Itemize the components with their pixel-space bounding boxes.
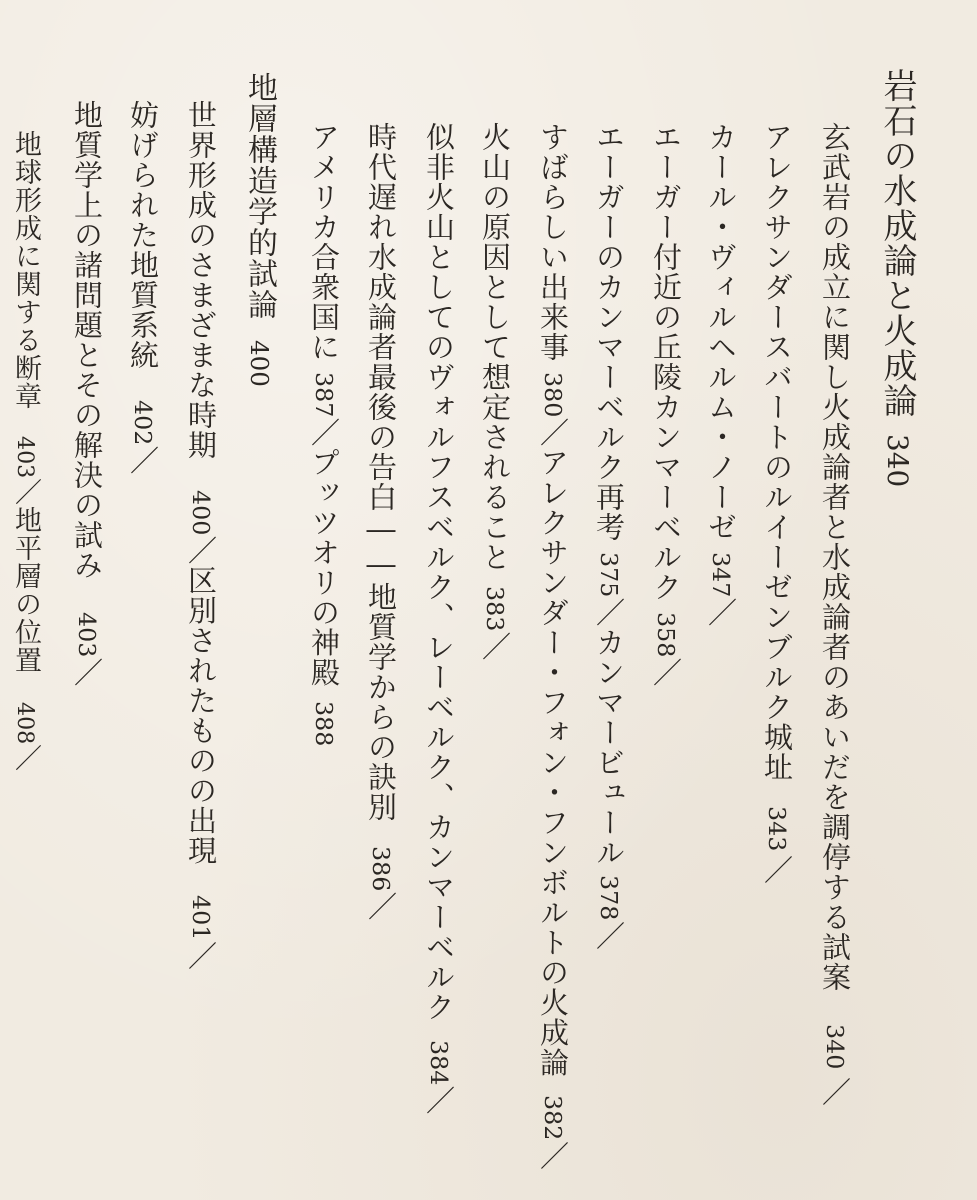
toc-separator: ／ bbox=[536, 1140, 570, 1171]
toc-item-text: 地質学上の諸問題とその解決の試み bbox=[70, 100, 104, 580]
toc-page-number: 378 bbox=[595, 875, 623, 921]
section-page-number: 340 bbox=[881, 434, 914, 488]
section-title-text: 地層構造学的試論 bbox=[242, 72, 277, 320]
toc-column-2 bbox=[760, 122, 794, 886]
section-page-number: 403 bbox=[12, 436, 38, 479]
toc-column-8 bbox=[422, 122, 456, 1116]
toc-column-13 bbox=[70, 100, 104, 688]
section-title-text: 地球形成に関する断章 bbox=[10, 130, 41, 410]
toc-item-text: アレクサンダースバートのルイーゼンブルク城址 bbox=[760, 122, 794, 782]
toc-separator: ／ bbox=[818, 1077, 852, 1108]
toc-item-text: 似非火山としてのヴォルフスベルク、レーベルク、カンマーベルク bbox=[422, 122, 456, 1022]
toc-separator: ／ bbox=[649, 657, 683, 688]
section-page-number: 400 bbox=[245, 340, 274, 387]
toc-page-number: 382 bbox=[539, 1095, 567, 1141]
toc-page-number: 403 bbox=[73, 612, 101, 658]
toc-column-6 bbox=[536, 122, 570, 1171]
toc-column-10 bbox=[307, 122, 341, 747]
toc-page-number: 383 bbox=[481, 586, 509, 632]
section-title-igneous bbox=[877, 68, 917, 488]
toc-page-number: 343 bbox=[763, 806, 791, 852]
toc-item-text: 時代遅れ水成論者最後の告白――地質学からの訣別 bbox=[364, 122, 398, 822]
toc-item-text: 区別されたものの出現 bbox=[184, 565, 218, 866]
toc-column-4 bbox=[649, 122, 683, 688]
toc-item-text: カンマービュール bbox=[592, 627, 626, 868]
toc-item-text: エーガーのカンマーベルク再考 bbox=[592, 122, 626, 542]
toc-item-text: 地平層の位置 bbox=[10, 506, 41, 675]
toc-page-number: 340 bbox=[821, 1024, 849, 1070]
toc-separator: ／ bbox=[126, 445, 160, 476]
toc-item-text: アメリカ合衆国に bbox=[307, 122, 341, 362]
toc-separator: ／ bbox=[704, 597, 738, 628]
toc-separator: ／ bbox=[184, 940, 218, 971]
toc-item-text: プッツオリの神殿 bbox=[307, 447, 341, 688]
toc-item-text: アレクサンダー・フォン・フンボルトの火成論 bbox=[536, 447, 570, 1078]
toc-page-number: 400 bbox=[187, 490, 215, 536]
section-title-stratigraphy bbox=[242, 72, 277, 387]
toc-separator: ／ bbox=[70, 657, 104, 688]
toc-separator: ／ bbox=[10, 744, 41, 773]
toc-page-number: 387 bbox=[310, 372, 338, 418]
toc-separator: ／ bbox=[184, 535, 218, 566]
toc-column-1 bbox=[818, 122, 852, 1108]
toc-item-text: 妨げられた地質系統 bbox=[126, 100, 160, 370]
toc-page-number: 408 bbox=[12, 702, 38, 745]
toc-item-text: すばらしい出来事 bbox=[536, 122, 570, 362]
toc-page-number: 386 bbox=[367, 846, 395, 892]
toc-column-7 bbox=[478, 122, 512, 662]
toc-column-5 bbox=[592, 122, 626, 951]
toc-separator: ／ bbox=[364, 891, 398, 922]
toc-separator: ／ bbox=[592, 597, 626, 628]
toc-item-text: カール・ヴィルヘルム・ノーゼ bbox=[704, 122, 738, 542]
toc-page-number: 375 bbox=[595, 552, 623, 598]
toc-column-12 bbox=[126, 100, 160, 476]
toc-page-number: 388 bbox=[310, 701, 338, 747]
toc-separator: ／ bbox=[760, 855, 794, 886]
section-title-earth-formation bbox=[12, 130, 39, 772]
toc-column-11 bbox=[184, 100, 218, 971]
toc-item-text: 世界形成のさまざまな時期 bbox=[184, 100, 218, 460]
toc-separator: ／ bbox=[592, 920, 626, 951]
toc-column-9 bbox=[364, 122, 398, 922]
section-title-text: 岩石の水成論と火成論 bbox=[877, 68, 917, 418]
toc-page-number: 402 bbox=[129, 400, 157, 446]
toc-item-text: 玄武岩の成立に関し火成論者と水成論者のあいだを調停する試案 bbox=[818, 122, 852, 992]
toc-separator: ／ bbox=[422, 1085, 456, 1116]
toc-page-number: 358 bbox=[652, 612, 680, 658]
toc-column-3 bbox=[704, 122, 738, 628]
toc-item-text: エーガー付近の丘陵カンマーベルク bbox=[649, 122, 683, 602]
toc-page-number: 384 bbox=[425, 1040, 453, 1086]
toc-item-text: 火山の原因として想定されること bbox=[478, 122, 512, 572]
toc-separator: ／ bbox=[10, 478, 41, 507]
toc-separator: ／ bbox=[536, 417, 570, 448]
toc-separator: ／ bbox=[307, 417, 341, 448]
toc-separator: ／ bbox=[478, 631, 512, 662]
toc-page-number: 380 bbox=[539, 372, 567, 418]
toc-page-number: 401 bbox=[187, 895, 215, 941]
toc-page-number: 347 bbox=[707, 552, 735, 598]
